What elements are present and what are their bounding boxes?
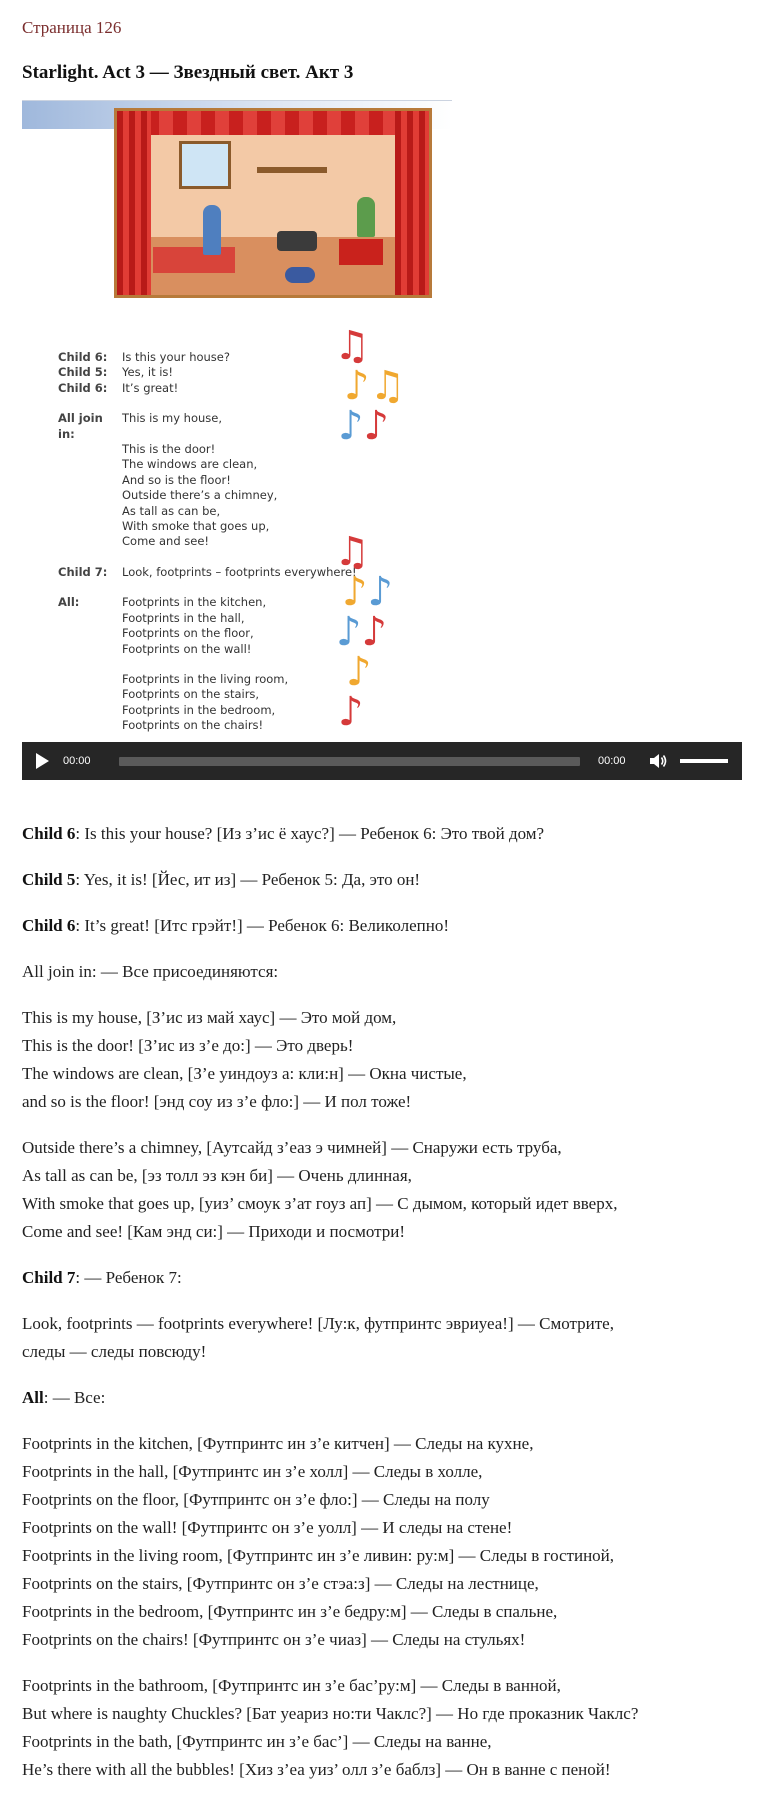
dialog-line: Outside there’s a chimney, [122, 488, 278, 503]
line-child7 [22, 1264, 758, 1292]
stanza-line: The windows are clean, [З’е уиндоуз а: кли:н] — Окна чистые, [22, 1064, 467, 1083]
stanza-line: Footprints on the wall! [Футпринтс он з’е уолл] — И следы на стене! [22, 1518, 513, 1537]
stanza-line: Footprints in the kitchen, [Футпринтс ин з’е китчен] — Следы на кухне, [22, 1434, 534, 1453]
book-dialog [58, 350, 357, 734]
dialog-speaker: Child 7: [58, 564, 108, 579]
duration-time: 00:00 [598, 755, 626, 767]
dialog-speaker [58, 687, 122, 702]
dialog-row [58, 365, 357, 380]
dialog-row [58, 457, 357, 472]
shelf [257, 167, 327, 173]
dialog-speaker: All join in: [58, 411, 103, 441]
dialog-row [58, 672, 357, 687]
stanza-line: With smoke that goes up, [уиз’ смоук з’ат гоуз ап] — С дымом, который идет вверх, [22, 1194, 618, 1213]
all-join-line: All join in: — Все присоединяются: [22, 962, 279, 981]
dialog-speaker [58, 442, 122, 457]
dialog-row [58, 718, 357, 733]
volume-icon[interactable] [648, 752, 668, 770]
dialog-line: Come and see! [122, 534, 210, 549]
dialog-line: This is my house, [122, 411, 222, 426]
line-text: : Yes, it is! [Йес, ит из] — Ребенок 5: Да, это он! [75, 870, 421, 889]
dialog-row [58, 473, 357, 488]
child-figure [357, 197, 375, 237]
speaker-name: Child 5 [22, 870, 76, 889]
dialog-speaker [58, 473, 122, 488]
speaker-name: Child 6 [22, 824, 76, 843]
dialog-line: Footprints in the living room, [122, 671, 289, 686]
curtain-left [117, 111, 151, 295]
dialog-line: Footprints on the stairs, [122, 687, 260, 702]
dialog-row [58, 442, 357, 457]
volume-slider[interactable] [680, 759, 728, 763]
current-time: 00:00 [63, 755, 91, 767]
dialog-line: Footprints on the floor, [122, 626, 254, 641]
line-text: : — Все: [43, 1388, 106, 1407]
speaker-name: Child 6 [22, 916, 76, 935]
dialog-line: Yes, it is! [122, 365, 174, 380]
stanza-4 [22, 1672, 758, 1784]
look-line [22, 1310, 758, 1366]
stanza-line: Footprints in the bath, [Футпринтс ин з’е бас’] — Следы на ванне, [22, 1732, 492, 1751]
music-notes-icon: ♫ ♪♪ ♪♪ ♪ ♪ [334, 529, 394, 735]
line-child6-great [22, 912, 758, 940]
stanza-line: Footprints in the living room, [Футпринтс ин з’е ливин: ру:м] — Следы в гостиной, [22, 1546, 615, 1565]
dialog-line: As tall as can be, [122, 503, 221, 518]
dialog-row [58, 381, 357, 396]
dialog-speaker: Child 5: [58, 365, 108, 380]
dialog-line: The windows are clean, [122, 457, 258, 472]
dialog-line: Look, footprints – footprints everywhere! [122, 564, 357, 579]
stanza-line: As tall as can be, [эз толл эз кэн би] — Очень длинная, [22, 1166, 412, 1185]
dialog-row [58, 687, 357, 702]
audio-progress-bar[interactable] [119, 757, 580, 766]
dialog-gap [58, 550, 357, 565]
child-figure [285, 267, 315, 283]
dialog-row [58, 595, 357, 610]
table [339, 239, 383, 265]
dialog-line: And so is the floor! [122, 472, 231, 487]
dialog-speaker [58, 519, 122, 534]
stanza-line: Footprints in the hall, [Футпринтс ин з’е холл] — Следы в холле, [22, 1462, 483, 1481]
dialog-speaker [58, 488, 122, 503]
dialog-row [58, 411, 357, 442]
textbook-page-image [22, 100, 452, 735]
dialog-speaker [58, 642, 122, 657]
dialog-row [58, 488, 357, 503]
dialog-speaker [58, 504, 122, 519]
dialog-row [58, 565, 357, 580]
stanza-3 [22, 1430, 758, 1654]
dialog-gap [58, 657, 357, 672]
music-notes-icon: ♫ ♪♫ ♪♪ [334, 323, 406, 449]
stanza-1 [22, 1004, 758, 1116]
dialog-speaker [58, 703, 122, 718]
speaker-name: Child 7 [22, 1268, 76, 1287]
dialog-gap [58, 396, 357, 411]
stanza-line: следы — следы повсюду! [22, 1342, 207, 1361]
line-text: : It’s great! [Итс грэйт!] — Ребенок 6: Великолепно! [75, 916, 449, 935]
stanza-line: Come and see! [Кам энд си:] — Приходи и посмотри! [22, 1222, 405, 1241]
dialog-speaker [58, 672, 122, 687]
line-text: : Is this your house? [Из з’ис ё хаус?] — Ребенок 6: Это твой дом? [75, 824, 545, 843]
dialog-line: This is the door! [122, 442, 216, 457]
stanza-line: But where is naughty Chuckles? [Бат уеариз но:ти Чаклс?] — Но где проказник Чаклс? [22, 1704, 639, 1723]
stanza-line: He’s there with all the bubbles! [Хиз з’еа уиз’ олл з’е баблз] — Он в ванне с пеной! [22, 1760, 611, 1779]
stanza-line: Look, footprints — footprints everywhere! [Лу:к, футпринтс эвриуеа!] — Смотрите, [22, 1314, 614, 1333]
dialog-speaker: Child 6: [58, 350, 108, 364]
dialog-line: Footprints in the hall, [122, 610, 245, 625]
page-title: Starlight. Act 3 — Звездный свет. Акт 3 [22, 62, 354, 83]
dialog-speaker: Child 6: [58, 380, 108, 395]
dialog-line: Footprints in the bedroom, [122, 702, 276, 717]
dialog-row [58, 611, 357, 626]
line-all [22, 1384, 758, 1412]
dialog-line: Is this your house? [122, 350, 230, 364]
dialog-gap [58, 580, 357, 595]
line-child5 [22, 866, 758, 894]
stanza-line: This is my house, [З’ис из май хаус] — Это мой дом, [22, 1008, 397, 1027]
audio-player [22, 742, 742, 780]
radio [277, 231, 317, 251]
dialog-row [58, 703, 357, 718]
dialog-line: It’s great! [122, 380, 179, 395]
dialog-row [58, 626, 357, 641]
curtain-right [395, 111, 429, 295]
dialog-speaker: All: [58, 595, 80, 610]
curtain-top [117, 111, 429, 135]
volume-fill [680, 759, 728, 763]
stanza-line: Footprints in the bedroom, [Футпринтс ин з’е бедру:м] — Следы в спальне, [22, 1602, 558, 1621]
dialog-speaker [58, 718, 122, 733]
stanza-line: Footprints in the bathroom, [Футпринтс ин з’е бас’ру:м] — Следы в ванной, [22, 1676, 561, 1695]
play-icon[interactable] [36, 753, 49, 769]
translation-text [22, 820, 758, 1784]
dialog-row [58, 350, 357, 365]
dialog-row [58, 534, 357, 549]
stanza-line: and so is the floor! [энд соу из з’е фло:] — И пол тоже! [22, 1092, 412, 1111]
stanza-line: Footprints on the stairs, [Футпринтс он з’е стэа:з] — Следы на лестнице, [22, 1574, 539, 1593]
bed [153, 247, 235, 273]
dialog-line: Footprints on the wall! [122, 641, 252, 656]
window [179, 141, 231, 189]
child-figure [203, 205, 221, 255]
stanza-line: Footprints on the floor, [Футпринтс он з’е фло:] — Следы на полу [22, 1490, 490, 1509]
dialog-speaker [58, 611, 122, 626]
stanza-2 [22, 1134, 758, 1246]
dialog-row [58, 519, 357, 534]
dialog-line: Footprints on the chairs! [122, 718, 264, 733]
stanza-line: Footprints on the chairs! [Футпринтс он з’е чиаз] — Следы на стульях! [22, 1630, 526, 1649]
dialog-line: Footprints in the kitchen, [122, 595, 267, 610]
line-text: : — Ребенок 7: [75, 1268, 182, 1287]
speaker-name: All [22, 1388, 44, 1407]
dialog-line: With smoke that goes up, [122, 519, 270, 534]
stage-illustration [114, 108, 432, 298]
dialog-speaker [58, 457, 122, 472]
line-child6 [22, 820, 758, 848]
stanza-line: This is the door! [З’ис из з’е до:] — Это дверь! [22, 1036, 354, 1055]
dialog-speaker [58, 534, 122, 549]
dialog-speaker [58, 626, 122, 641]
stanza-line: Outside there’s a chimney, [Аутсайд з’еаз э чимней] — Снаружи есть труба, [22, 1138, 562, 1157]
page-number-label: Страница 126 [22, 18, 122, 37]
dialog-row [58, 504, 357, 519]
dialog-row [58, 642, 357, 657]
